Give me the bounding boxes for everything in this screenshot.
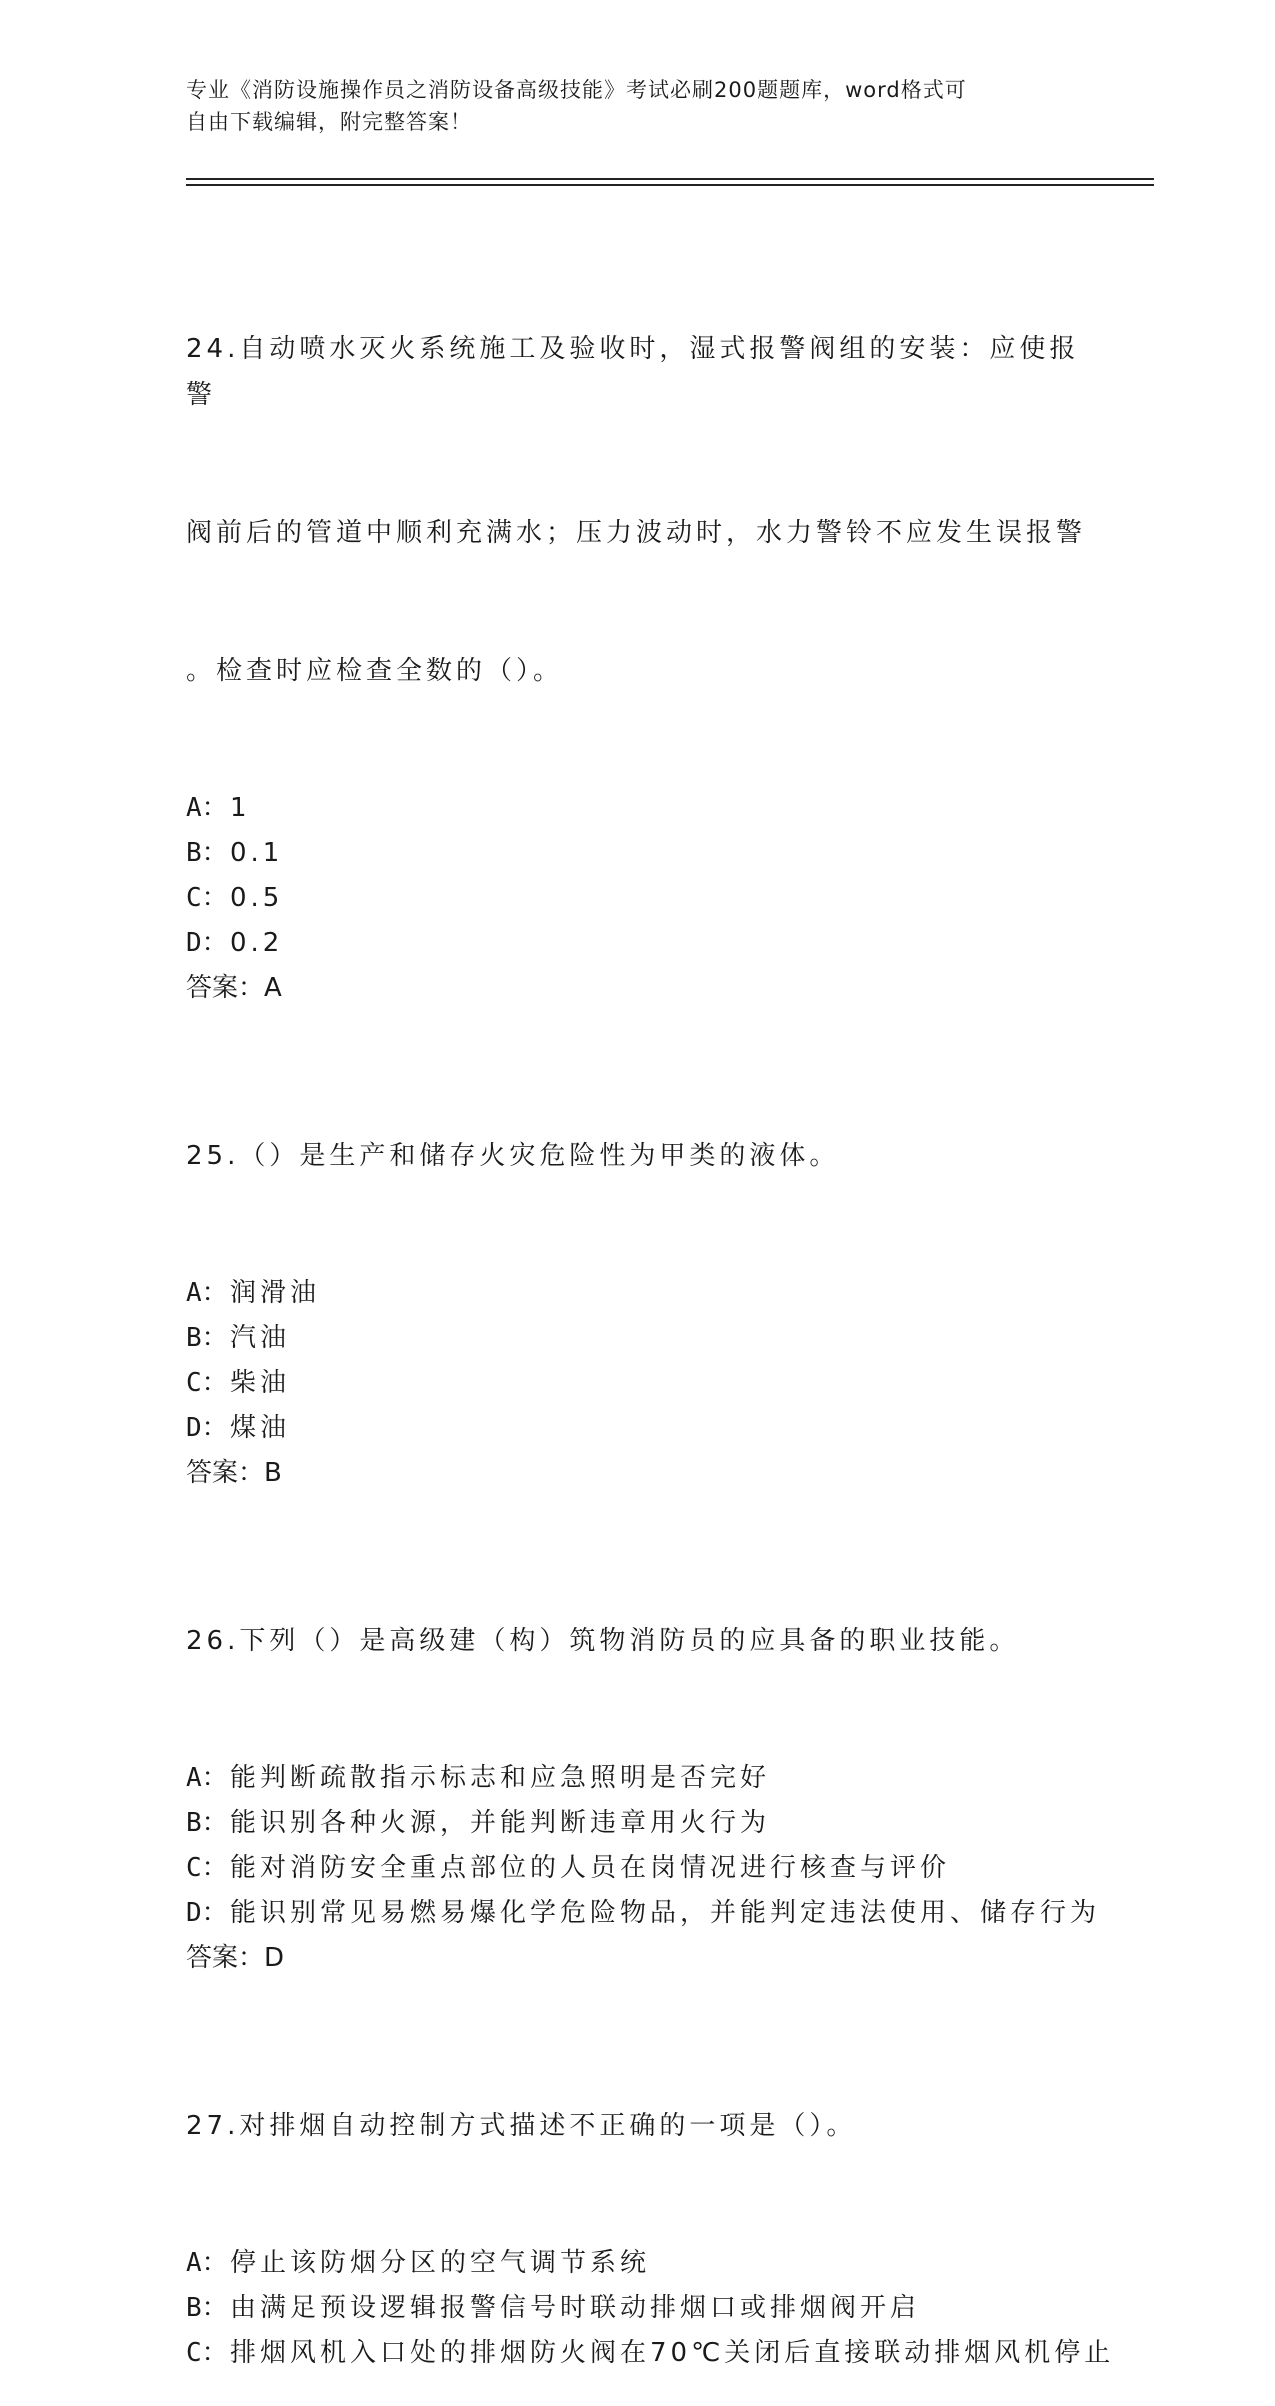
stem-line: 27.对排烟自动控制方式描述不正确的一项是（）。 bbox=[186, 2111, 857, 2141]
question-stem bbox=[186, 2011, 1086, 2241]
option-c bbox=[186, 1361, 1186, 1406]
question-stem bbox=[186, 1526, 1086, 1756]
option-text: 润滑油 bbox=[230, 1278, 321, 1308]
header-divider-bottom bbox=[186, 184, 1154, 186]
option-b bbox=[186, 2286, 1186, 2331]
option-text: 0.1 bbox=[230, 838, 284, 868]
option-b bbox=[186, 1316, 1186, 1361]
stem-line: 。检查时应检查全数的（）。 bbox=[186, 656, 564, 686]
option-key: D： bbox=[186, 1898, 228, 1928]
option-text: 能识别常见易燃易爆化学危险物品，并能判定违法使用、储存行为 bbox=[230, 1898, 1101, 1928]
answer-line: 答案：D bbox=[186, 1943, 285, 1973]
option-key: A： bbox=[186, 2248, 228, 2278]
option-key: A： bbox=[186, 793, 228, 823]
stem-line: 25.（）是生产和储存火灾危险性为甲类的液体。 bbox=[186, 1141, 840, 1171]
option-text: 停止该防烟分区的空气调节系统 bbox=[230, 2248, 651, 2278]
option-text: 0.5 bbox=[230, 883, 284, 913]
header-divider-top bbox=[186, 178, 1154, 180]
option-b bbox=[186, 831, 1186, 876]
option-a bbox=[186, 2241, 1186, 2286]
option-key: D： bbox=[186, 1413, 228, 1443]
option-text: 柴油 bbox=[230, 1368, 291, 1398]
option-text: 排烟风机入口处的排烟防火阀在70℃关闭后直接联动排烟风机停止 bbox=[230, 2338, 1115, 2368]
option-text: 0.2 bbox=[230, 928, 284, 958]
option-text: 煤油 bbox=[230, 1413, 291, 1443]
option-key: C： bbox=[186, 883, 228, 913]
option-c bbox=[186, 2331, 1186, 2376]
answer-line: 答案：B bbox=[186, 1458, 282, 1488]
option-d bbox=[186, 1891, 1186, 1936]
header-line-2: 自由下载编辑，附完整答案！ bbox=[186, 110, 472, 134]
option-d bbox=[186, 1406, 1186, 1451]
option-a bbox=[186, 1271, 1186, 1316]
option-text: 能判断疏散指示标志和应急照明是否完好 bbox=[230, 1763, 771, 1793]
stem-line: 阀前后的管道中顺利充满水；压力波动时，水力警铃不应发生误报警 bbox=[186, 518, 1087, 548]
question-list bbox=[186, 234, 1186, 2406]
option-key: B： bbox=[186, 1808, 228, 1838]
option-text: 由满足预设逻辑报警信号时联动排烟口或排烟阀开启 bbox=[230, 2293, 921, 2323]
option-key: D： bbox=[186, 928, 228, 958]
option-key: C： bbox=[186, 1368, 228, 1398]
stem-line: 24.自动喷水灭火系统施工及验收时，湿式报警阀组的安装：应使报警 bbox=[186, 334, 1080, 410]
option-c bbox=[186, 1846, 1186, 1891]
option-key: A： bbox=[186, 1278, 228, 1308]
question-26 bbox=[186, 1526, 1186, 1981]
option-key: B： bbox=[186, 838, 228, 868]
header-line-1: 专业《消防设施操作员之消防设备高级技能》考试必刷200题题库，word格式可 bbox=[186, 78, 967, 102]
option-key: B： bbox=[186, 1323, 228, 1353]
option-c bbox=[186, 876, 1186, 921]
stem-line: 26.下列（）是高级建（构）筑物消防员的应具备的职业技能。 bbox=[186, 1626, 1020, 1656]
answer-line: 答案：A bbox=[186, 973, 282, 1003]
option-d bbox=[186, 921, 1186, 966]
option-key: C： bbox=[186, 2338, 228, 2368]
option-key: A： bbox=[186, 1763, 228, 1793]
question-24 bbox=[186, 234, 1186, 1011]
option-text: 能识别各种火源，并能判断违章用火行为 bbox=[230, 1808, 771, 1838]
option-text: 汽油 bbox=[230, 1323, 291, 1353]
document-header bbox=[186, 74, 1086, 138]
option-key: B： bbox=[186, 2293, 228, 2323]
question-stem bbox=[186, 1041, 1086, 1271]
option-text: 1 bbox=[230, 793, 251, 823]
option-key: C： bbox=[186, 1853, 228, 1883]
option-a bbox=[186, 786, 1186, 831]
option-a bbox=[186, 1756, 1186, 1801]
question-25 bbox=[186, 1041, 1186, 1496]
option-b bbox=[186, 1801, 1186, 1846]
question-stem bbox=[186, 234, 1086, 786]
option-text: 能对消防安全重点部位的人员在岗情况进行核查与评价 bbox=[230, 1853, 951, 1883]
question-27 bbox=[186, 2011, 1186, 2376]
